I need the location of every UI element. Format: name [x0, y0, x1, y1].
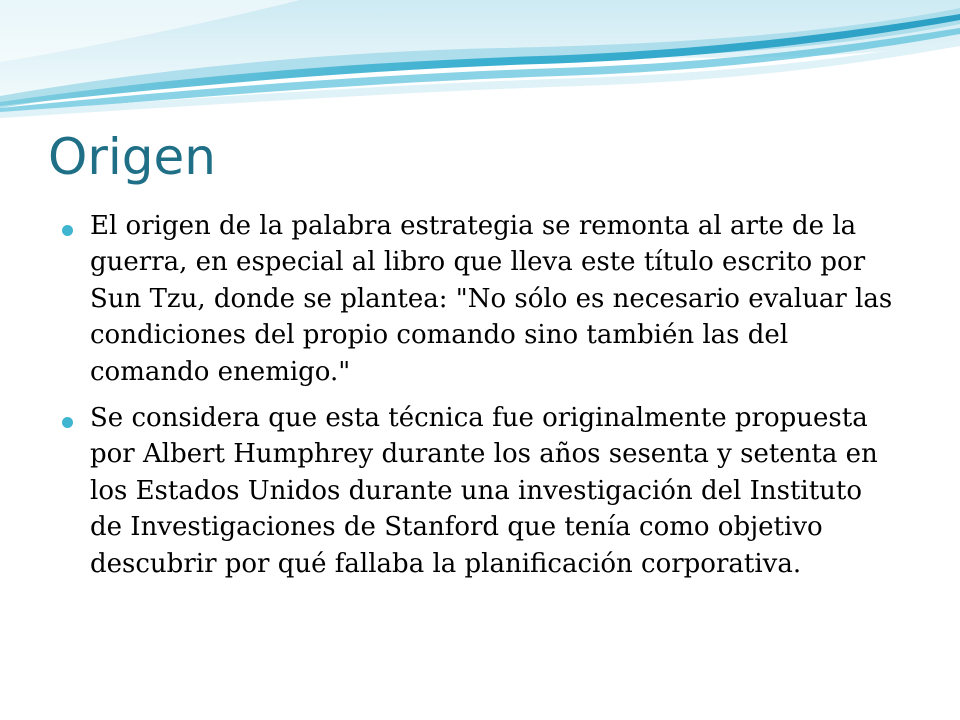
bullet-text: El origen de la palabra estrategia se remonta al arte de la guerra, en especial al libro que lleva este título escrito por Sun Tzu, donde se plantea: "No sólo es necesario evaluar las condiciones del propio comando sino también las del comando enemigo."	[90, 211, 893, 387]
bullet-text: Se considera que esta técnica fue originalmente propuesta por Albert Humphrey durante los años sesenta y setenta en los Estados Unidos durante una investigación del Instituto de Investigaciones de Stanford que tenía como objetivo descubrir por qué fallaba la planificación corporativa.	[90, 403, 878, 579]
slide-title: Origen	[48, 128, 216, 186]
wave-banner-decoration	[0, 0, 960, 120]
bullet-item	[62, 208, 902, 390]
bullet-dot-icon	[62, 225, 73, 236]
bullet-list	[62, 208, 902, 592]
bullet-dot-icon	[62, 417, 73, 428]
bullet-item	[62, 400, 902, 582]
